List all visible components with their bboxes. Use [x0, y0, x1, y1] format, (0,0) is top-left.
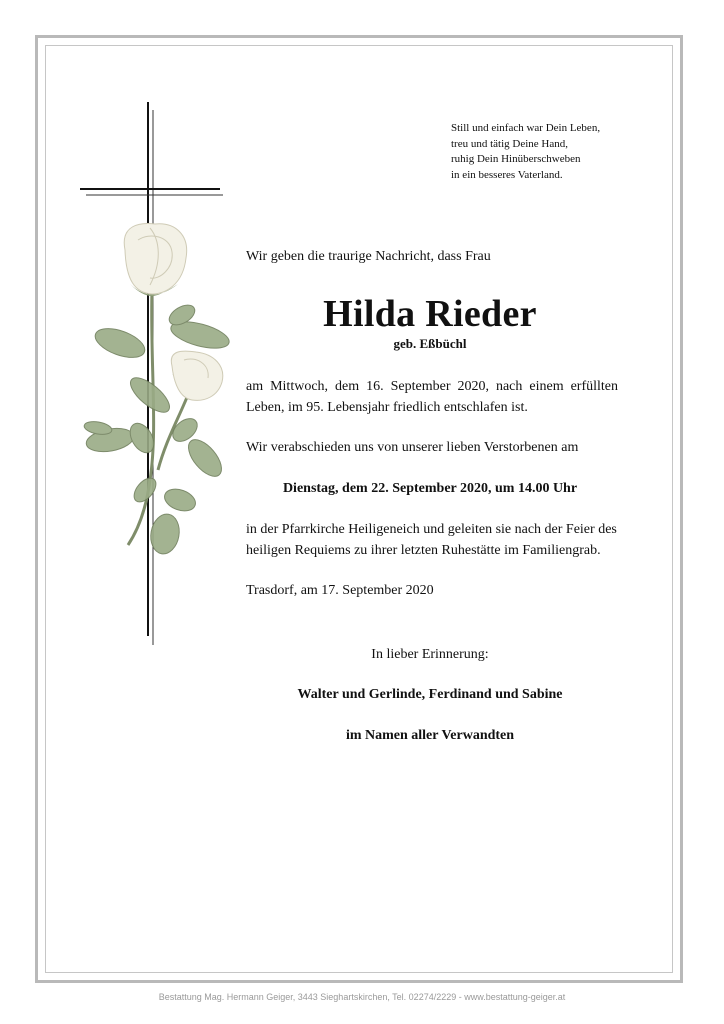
- farewell-text: Wir verabschieden uns von unserer lieben Verstorbenen am: [246, 440, 579, 455]
- poem-line: Still und einfach war Dein Leben,: [451, 122, 601, 134]
- memory-text: In lieber Erinnerung:: [371, 647, 489, 662]
- poem-line: ruhig Dein Hinüberschweben: [451, 153, 581, 166]
- intro-text: Wir geben die traurige Nachricht, dass Frau: [246, 249, 491, 264]
- church-text: [246, 520, 618, 561]
- relatives: im Namen aller Verwandten: [345, 728, 515, 743]
- footer-text: Bestattung Mag. Hermann Geiger, 3443 Sieghartskirchen, Tel. 02274/2229 - www.bestattung-geiger.at: [158, 992, 566, 1002]
- church-text-line: heiligen Requiems zu ihrer letzten Ruhestätte im Familiengrab.: [246, 542, 601, 558]
- death-notice: [246, 377, 618, 418]
- poem-line: treu und tätig Deine Hand,: [451, 137, 568, 150]
- death-notice-line: am Mittwoch, dem 16. September 2020, nach einem erfüllten: [246, 379, 618, 394]
- poem: [451, 121, 681, 184]
- maiden-name: geb. Eßbüchl: [393, 336, 467, 351]
- death-notice-line: Leben, im 95. Lebensjahr friedlich entschlafen ist.: [246, 399, 528, 415]
- mourners: Walter und Gerlinde, Ferdinand und Sabine: [297, 687, 563, 702]
- funeral-date: Dienstag, dem 22. September 2020, um 14.00 Uhr: [282, 481, 578, 496]
- deceased-name: Hilda Rieder: [323, 293, 537, 335]
- poem-line: in ein besseres Vaterland.: [451, 169, 563, 182]
- church-text-line: in der Pfarrkirche Heiligeneich und geleiten sie nach der Feier des: [246, 522, 617, 537]
- place-date: Trasdorf, am 17. September 2020: [246, 583, 434, 598]
